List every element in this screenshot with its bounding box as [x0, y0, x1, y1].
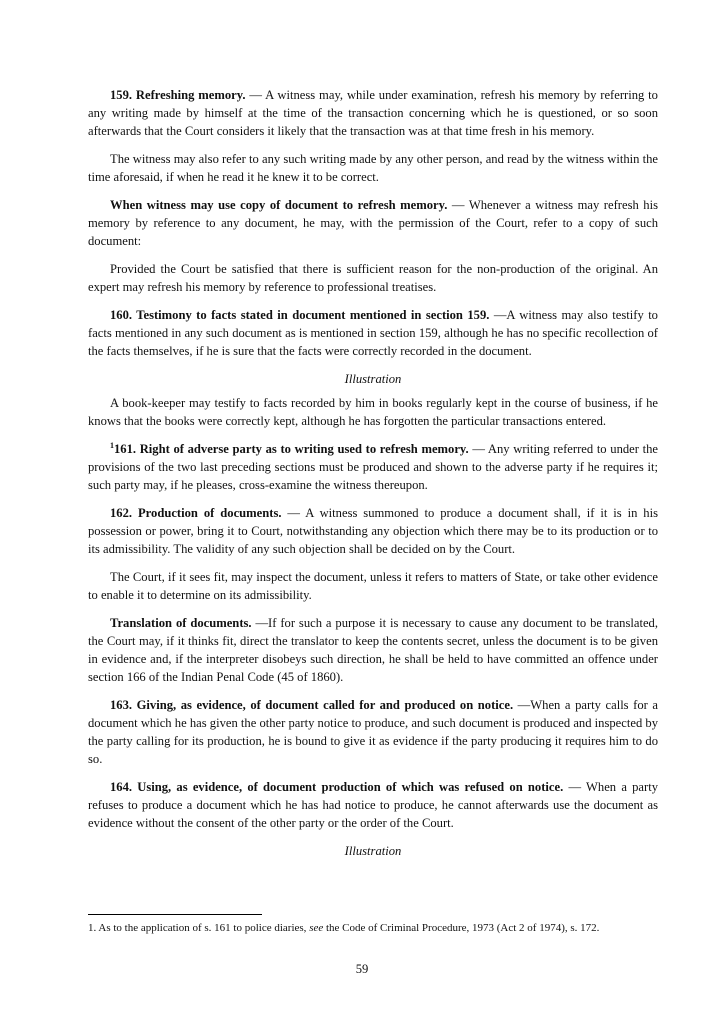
section-164-text: — When a party refuses to produce a document which he has had notice to produce, he cannot afterwards use the document as evidence without the consent of the other party or the order of the Court.	[88, 780, 658, 830]
copy-document-heading: When witness may use copy of document to refresh memory.	[110, 198, 448, 212]
section-161-heading: 161. Right of adverse party as to writing used to refresh memory.	[114, 442, 469, 456]
illustration-label-160: Illustration	[344, 372, 402, 386]
section-159-paragraph	[88, 86, 658, 140]
page-number: 59	[355, 962, 369, 976]
section-161-text: — Any writing referred to under the provisions of the two last preceding sections must be produced and shown to the adverse party if he requires it; such party may, if he pleases, cross-examine the witness thereupon.	[88, 442, 659, 492]
section-164-heading: 164. Using, as evidence, of document production of which was refused on notice.	[110, 780, 564, 794]
section-162-text: — A witness summoned to produce a document shall, if it is in his possession or power, bring it to Court, notwithstanding any objection which there may be to its production or to its admissibility. The validity of any such objection shall be decided on by the Court.	[88, 506, 659, 556]
section-162-paragraph	[88, 504, 658, 558]
footnote-text-after: the Code of Criminal Procedure, 1973 (Act 2 of 1974), s. 172.	[323, 922, 600, 934]
section-163-paragraph	[88, 696, 658, 768]
section-162-heading: 162. Production of documents.	[110, 506, 282, 520]
section-163-heading: 163. Giving, as evidence, of document called for and produced on notice.	[110, 698, 514, 712]
translation-paragraph	[88, 614, 658, 686]
section-159-paragraph-2: The witness may also refer to any such writing made by any other person, and read by the witness within the time aforesaid, if when he read it he knew it to be correct.	[88, 152, 658, 184]
illustration-label-164: Illustration	[344, 844, 402, 858]
section-159-text: — A witness may, while under examination, refresh his memory by referring to any writing made by himself at the time of the transaction concerning which he is questioned, or so soon afterwards that the Court considers it likely that the transaction was at that time fresh in his memory.	[88, 88, 658, 138]
footnote-divider	[88, 914, 262, 915]
footnote-mark: 1	[110, 440, 114, 450]
section-162-paragraph-2: The Court, if it sees fit, may inspect the document, unless it refers to matters of State, or take other evidence to enable it to determine on its admissibility.	[88, 570, 658, 602]
section-159-heading: 159. Refreshing memory.	[110, 88, 246, 102]
section-160-text: —A witness may also testify to facts mentioned in any such document as is mentioned in section 159, although he has no specific recollection of the facts themselves, if he is sure that the facts were correctly recorded in the document.	[88, 308, 658, 358]
section-160-paragraph	[88, 306, 658, 360]
translation-heading: Translation of documents.	[110, 616, 252, 630]
copy-document-paragraph	[88, 196, 658, 250]
document-body	[88, 86, 658, 866]
copy-document-text: — Whenever a witness may refresh his memory by reference to any document, he may, with the permission of the Court, refer to a copy of such document:	[88, 198, 658, 248]
section-160-heading: 160. Testimony to facts stated in document mentioned in section 159.	[110, 308, 490, 322]
section-163-text: —When a party calls for a document which he has given the other party notice to produce, and such document is produced and inspected by the party calling for its production, he is bound to give it as evidence if the party producing it requires him to do so.	[88, 698, 658, 766]
illustration-160-text: A book-keeper may testify to facts recorded by him in books regularly kept in the course of business, if he knows that the books were correctly kept, although he has forgotten the particular transactions entered.	[88, 396, 658, 428]
section-161-paragraph	[88, 440, 658, 494]
section-164-paragraph	[88, 778, 658, 832]
translation-text: —If for such a purpose it is necessary to cause any document to be translated, the Court may, if it thinks fit, direct the translator to keep the contents secret, unless the document is to be given in evidence and, if the interpreter disobeys such direction, he shall be held to have committed an offence under section 166 of the Indian Penal Code (45 of 1860).	[88, 616, 658, 684]
proviso-paragraph: Provided the Court be satisfied that there is sufficient reason for the non-production of the original. An expert may refresh his memory by reference to professional treatises.	[88, 262, 658, 294]
footnote-see: see	[309, 922, 324, 934]
footnote	[88, 921, 663, 935]
footnote-text-before: 1. As to the application of s. 161 to police diaries,	[88, 922, 310, 934]
